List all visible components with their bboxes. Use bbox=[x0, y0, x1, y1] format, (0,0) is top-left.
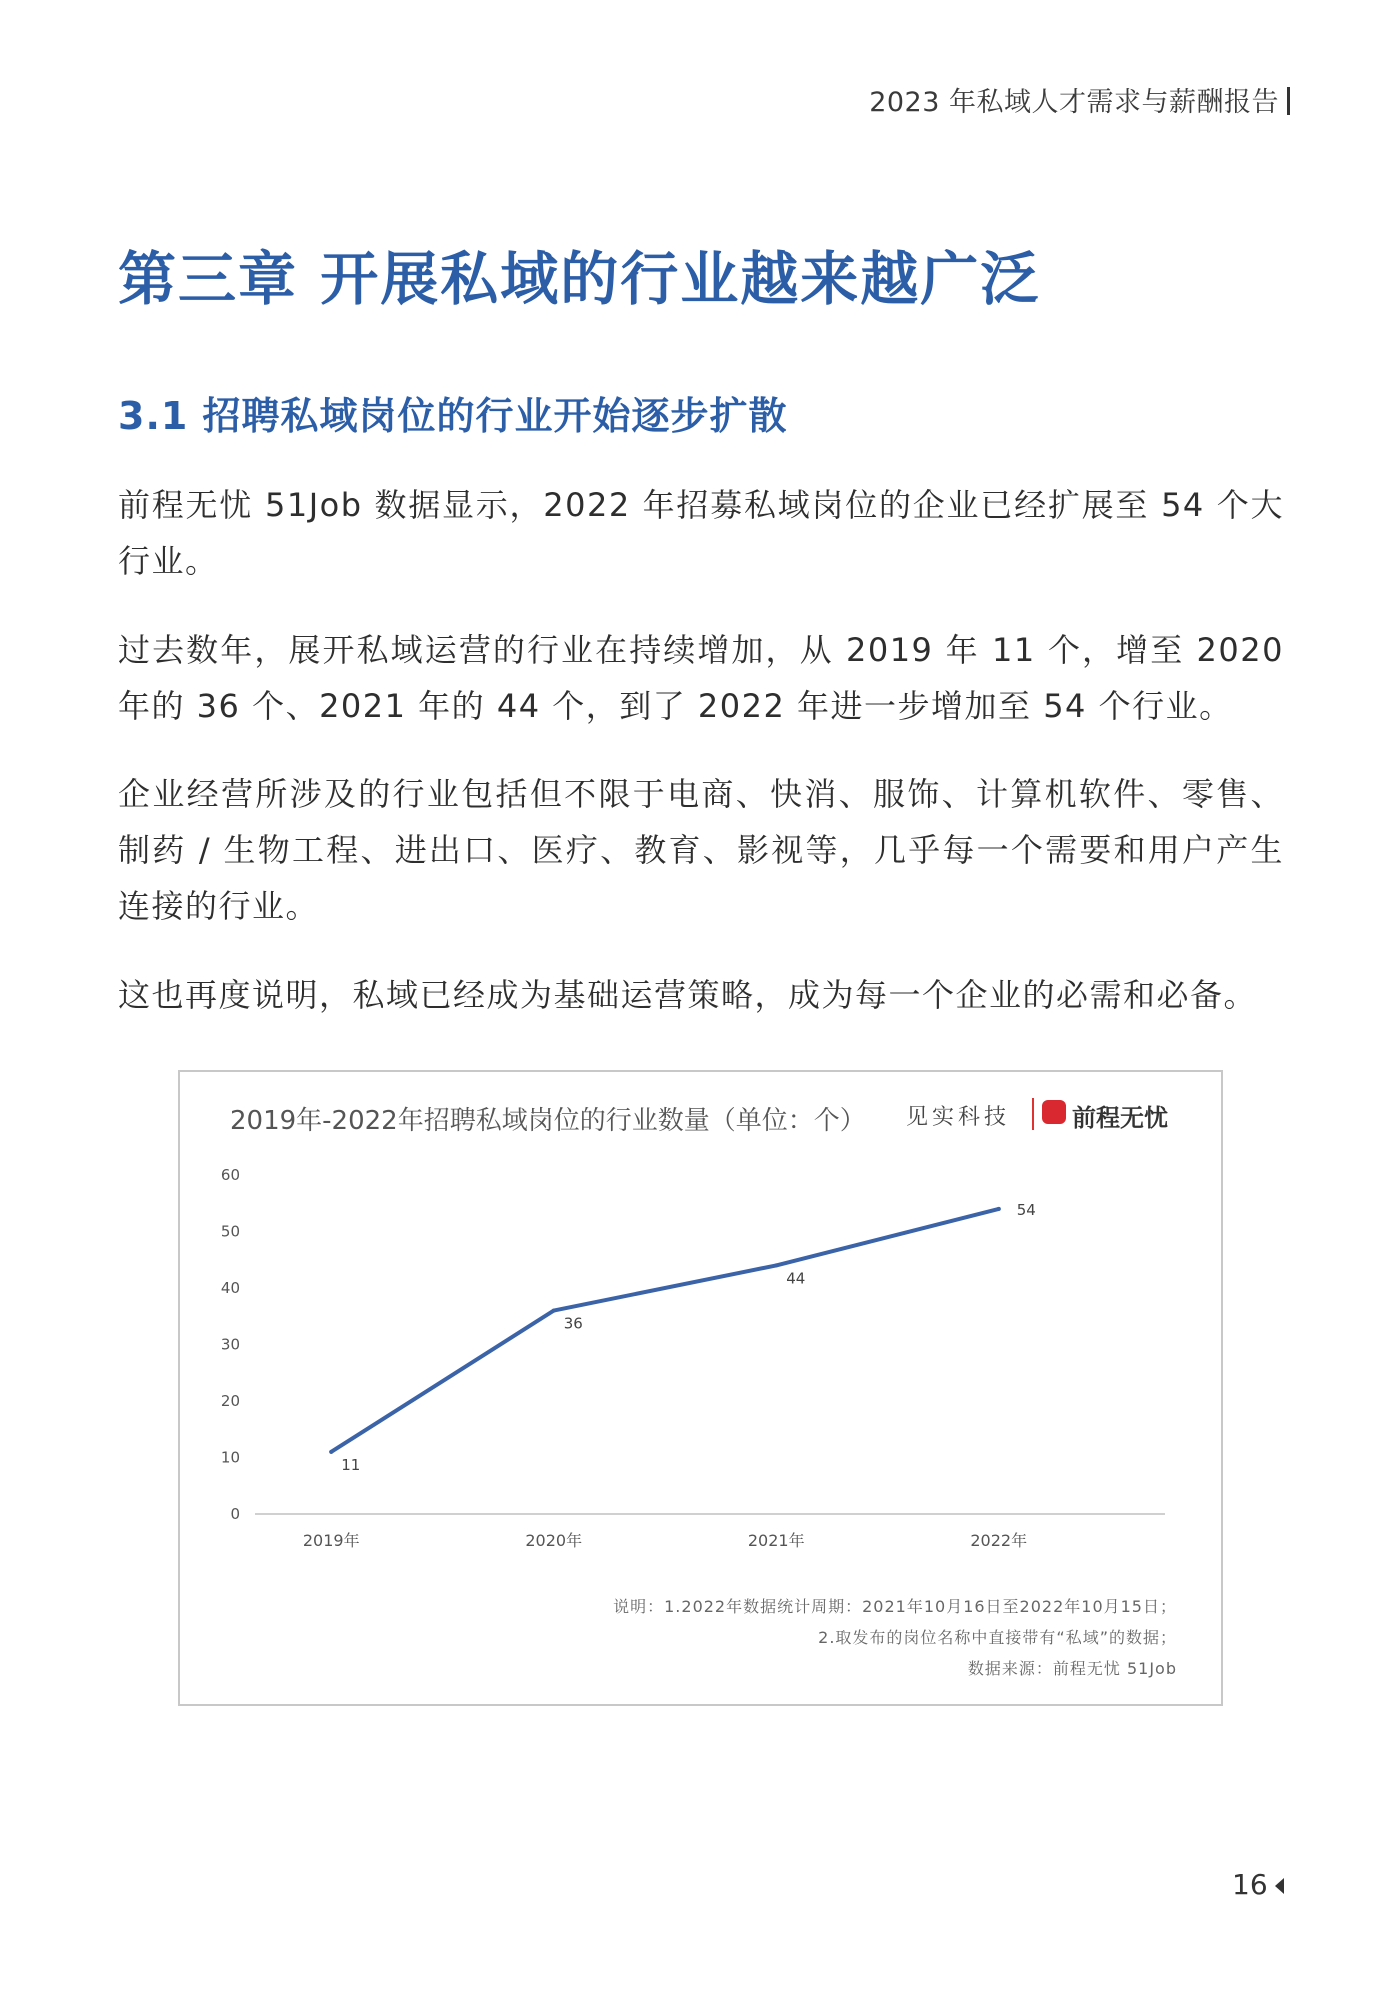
paragraph-3: 企业经营所涉及的行业包括但不限于电商、快消、服饰、计算机软件、零售、制药 / 生物工程、进出口、医疗、教育、影视等，几乎每一个需要和用户产生连接的行业。 bbox=[118, 775, 1284, 925]
data-label: 44 bbox=[786, 1269, 806, 1288]
page-arrow-icon bbox=[1275, 1878, 1284, 1894]
paragraph-1: 前程无忧 51Job 数据显示，2022 年招募私域岗位的企业已经扩展至 54 个大行业。 bbox=[118, 486, 1284, 580]
chart-title: 2019年-2022年招聘私域岗位的行业数量（单位：个） bbox=[230, 1106, 866, 1136]
y-tick-label: 40 bbox=[220, 1279, 240, 1297]
y-tick-label: 50 bbox=[220, 1222, 240, 1241]
chart-note-1: 说明：1.2022年数据统计周期：2021年10月16日至2022年10月15日； bbox=[613, 1597, 1177, 1616]
page-number: 16 bbox=[1232, 1868, 1268, 1901]
y-tick-label: 20 bbox=[220, 1392, 240, 1410]
data-point bbox=[774, 1263, 778, 1267]
section-title: 3.1 招聘私域岗位的行业开始逐步扩散 bbox=[118, 394, 788, 438]
data-label: 54 bbox=[1016, 1200, 1036, 1219]
chart-figure bbox=[178, 1070, 1223, 1706]
data-point bbox=[552, 1309, 556, 1313]
data-label: 36 bbox=[563, 1314, 583, 1333]
brand-qiancheng: 前程无忧 bbox=[1072, 1104, 1168, 1132]
chapter-title: 第三章 开展私域的行业越来越广泛 bbox=[118, 245, 1041, 313]
y-tick-label: 30 bbox=[220, 1335, 240, 1354]
chart-note-2: 2.取发布的岗位名称中直接带有“私域”的数据； bbox=[818, 1628, 1177, 1647]
y-tick-label: 60 bbox=[220, 1166, 240, 1184]
x-tick-label: 2021年 bbox=[747, 1531, 805, 1550]
paragraph-4: 这也再度说明，私域已经成为基础运营策略，成为每一个企业的必需和必备。 bbox=[118, 976, 1258, 1014]
data-point bbox=[997, 1207, 1001, 1211]
x-tick-label: 2022年 bbox=[970, 1531, 1028, 1550]
data-point bbox=[329, 1450, 333, 1454]
brand-jianshi: 见实科技 bbox=[906, 1105, 1011, 1130]
running-header-title: 2023 年私域人才需求与薪酬报告 bbox=[869, 87, 1279, 118]
paragraph-2: 过去数年，展开私域运营的行业在持续增加，从 2019 年 11 个，增至 2020 年的 36 个、2021 年的 44 个，到了 2022 年进一步增加至 54 个行业。 bbox=[118, 631, 1284, 725]
x-tick-label: 2019年 bbox=[302, 1531, 360, 1550]
series-line bbox=[331, 1209, 999, 1452]
running-header bbox=[869, 80, 1290, 119]
chart-source: 数据来源：前程无忧 51Job bbox=[967, 1659, 1177, 1678]
y-tick-label: 10 bbox=[220, 1448, 240, 1467]
y-tick-label: 0 bbox=[230, 1505, 240, 1523]
x-tick-label: 2020年 bbox=[525, 1531, 583, 1550]
header-bar-icon bbox=[1287, 87, 1290, 115]
data-label: 11 bbox=[341, 1455, 361, 1474]
